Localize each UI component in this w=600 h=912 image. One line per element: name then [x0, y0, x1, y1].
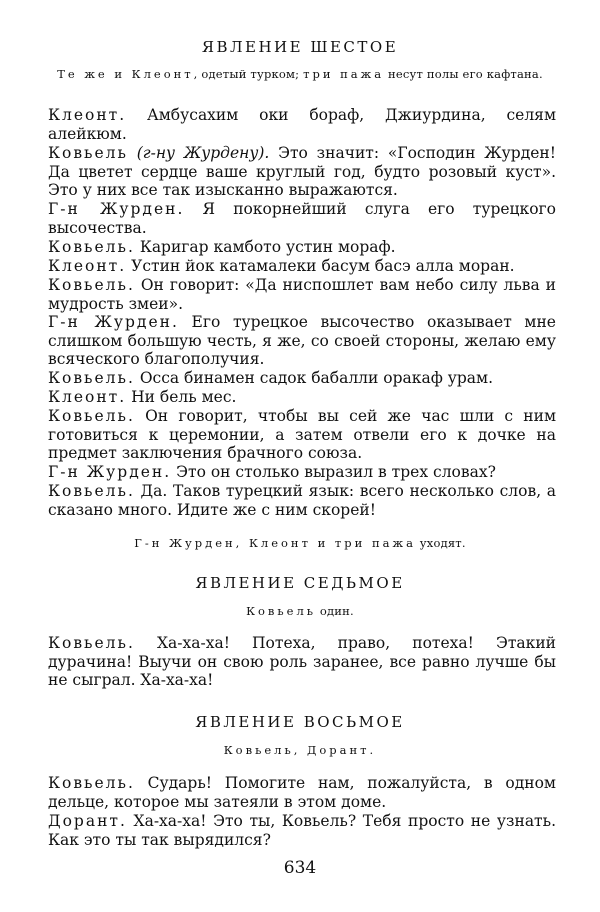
speaker-name: Ковьель.: [48, 276, 135, 294]
direction-mid: , одетый турком;: [193, 67, 304, 81]
speaker-name: Г-н Журден.: [48, 313, 179, 331]
speaker-name: Ковьель.: [48, 774, 135, 792]
speaker-name: Клеонт.: [48, 388, 127, 406]
dialogue-line: [48, 257, 556, 276]
line-text: Его турецкое высочество оказывает мне слишком большую честь, я же, со своей стороны, желаю ему всяческого благополучия.: [48, 313, 556, 368]
exit-names: Г-н Журден, Клеонт и три пажа: [134, 536, 416, 550]
dialogue-line: [48, 106, 556, 143]
dialogue-line: [48, 369, 556, 388]
exit-tail: уходят.: [415, 536, 466, 550]
direction-names: Ковьель: [246, 604, 317, 618]
page-number: 634: [283, 858, 317, 878]
dialogue-line: [48, 276, 556, 313]
dialogue-line: [48, 313, 556, 369]
stage-note: (г-ну Журдену).: [127, 144, 270, 162]
direction-pages: три пажа: [303, 67, 385, 81]
dialogue-line: [48, 774, 556, 811]
line-text: Осса бинамен садок бабалли оракаф урам.: [134, 369, 494, 387]
scene-7-title: ЯВЛЕНИЕ СЕДЬМОЕ: [195, 574, 405, 592]
speaker-name: Ковьель.: [48, 369, 135, 387]
speaker-name: Г-н Журден.: [48, 463, 172, 481]
line-text: Ха-ха-ха! Потеха, право, потеха! Этакий дурачина! Выучи он свою роль заранее, все равно лучше бы не сыграл. Ха-ха-ха!: [48, 634, 556, 689]
scene-6-title: ЯВЛЕНИЕ ШЕСТОЕ: [201, 38, 399, 56]
dialogue-line: [48, 144, 556, 200]
scene-8-stage-direction: [0, 743, 600, 757]
line-text: Он говорит, чтобы вы сей же час шли с ним готовиться к церемонии, а затем отвели его к дочке на предмет заключения брачного союза.: [48, 407, 556, 462]
scene-7-stage-direction: [0, 604, 600, 618]
dialogue-line: [48, 388, 556, 407]
line-text: Ни бель мес.: [126, 388, 237, 406]
line-text: Каригар камбото устин мораф.: [134, 238, 396, 256]
direction-names: Ковьель, Дорант.: [223, 743, 377, 757]
scene-6-exit-direction: [0, 536, 600, 550]
speaker-name: Дорант.: [48, 812, 127, 830]
direction-names: Те же и Клеонт: [57, 67, 194, 81]
dialogue-line: [48, 634, 556, 690]
line-text: Ха-ха-ха! Это ты, Ковьель? Тебя просто не узнать. Как это ты так вырядился?: [48, 812, 556, 849]
speaker-name: Г-н Журден.: [48, 200, 185, 218]
dialogue-line: [48, 482, 556, 519]
dialogue-line: [48, 238, 556, 257]
line-text: Да. Таков турецкий язык: всего несколько слов, а сказано много. Идите же с ним скорей!: [48, 482, 556, 519]
speaker-name: Клеонт.: [48, 257, 127, 275]
line-text: Это значит: «Господин Журден! Да цветет сердце ваше круглый год, будто розовый куст». Это у них все так изысканно выражаются.: [48, 144, 556, 199]
line-text: Сударь! Помогите нам, пожалуйста, в одном дельце, которое мы затеяли в этом доме.: [48, 774, 556, 811]
speaker-name: Ковьель.: [48, 482, 135, 500]
line-text: Я покорнейший слуга его турецкого высочества.: [48, 200, 556, 237]
scene-6-stage-direction: [0, 67, 600, 81]
dialogue-line: [48, 463, 556, 482]
speaker-name: Клеонт.: [48, 106, 127, 124]
dialogue-line: [48, 812, 556, 849]
speaker-name: Ковьель.: [48, 407, 135, 425]
line-text: Устин йок катамалеки басум басэ алла моран.: [126, 257, 515, 275]
dialogue-line: [48, 407, 556, 463]
direction-tail: несут полы его кафтана.: [384, 67, 543, 81]
speaker-name: Ковьель.: [48, 238, 135, 256]
dialogue-line: [48, 200, 556, 237]
speaker-name: Ковьель: [48, 144, 128, 162]
line-text: Это он столько выразил в трех словах?: [171, 463, 496, 481]
line-text: Амбусахим оки бораф, Джиурдина, селям алейкюм.: [48, 106, 556, 143]
speaker-name: Ковьель.: [48, 634, 135, 652]
scene-8-title: ЯВЛЕНИЕ ВОСЬМОЕ: [195, 713, 405, 731]
line-text: Он говорит: «Да ниспошлет вам небо силу льва и мудрость змеи».: [48, 276, 556, 313]
direction-tail: один.: [316, 604, 354, 618]
